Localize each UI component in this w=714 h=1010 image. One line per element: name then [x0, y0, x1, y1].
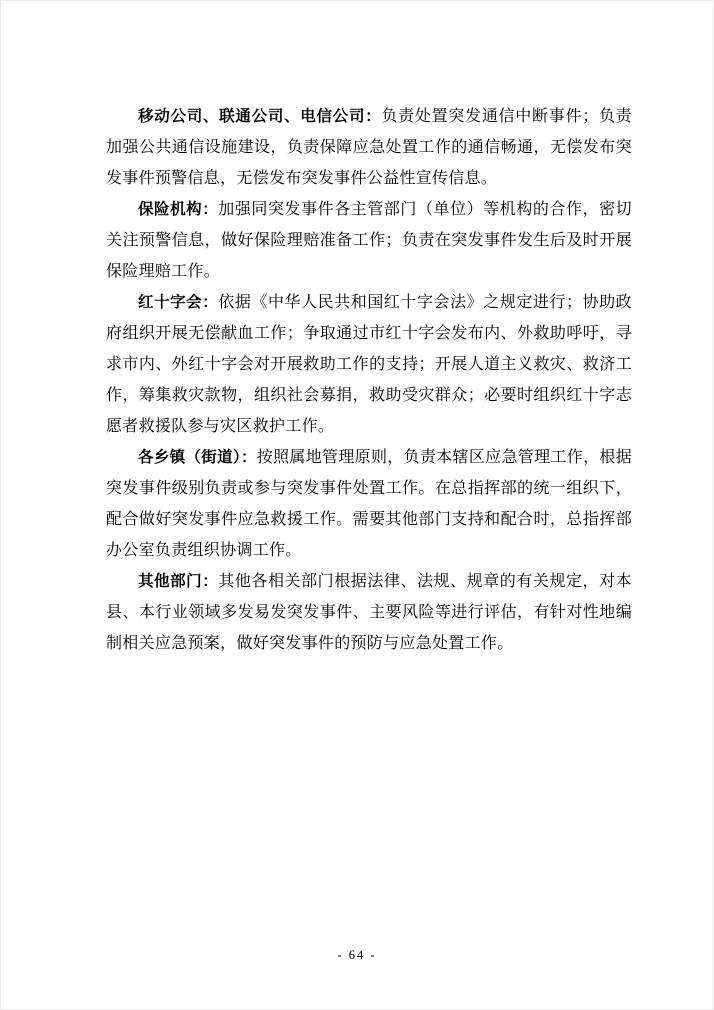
document-body [106, 101, 632, 659]
paragraph-lead: 保险机构： [138, 201, 219, 218]
paragraph-lead: 其他部门： [138, 573, 219, 590]
paragraph [106, 442, 632, 566]
paragraph-body: 负责处置突发通信中断事件；负责加强公共通信设施建设，负责保障应急处置工作的通信畅通，无偿发布突发事件预警信息，无偿发布突发事件公益性宣传信息。 [106, 108, 632, 187]
paragraph-lead: 红十字会： [138, 294, 219, 311]
paragraph-body: 其他各相关部门根据法律、法规、规章的有关规定，对本县、本行业领域多发易发突发事件、主要风险等进行评估，有针对性地编制相关应急预案，做好突发事件的预防与应急处置工作。 [106, 573, 632, 652]
paragraph [106, 287, 632, 442]
paragraph [106, 101, 632, 194]
paragraph-lead: 移动公司、联通公司、电信公司： [138, 108, 382, 125]
paragraph-lead: 各乡镇（街道）： [138, 449, 257, 466]
paragraph-body: 按照属地管理原则，负责本辖区应急管理工作，根据突发事件级别负责或参与突发事件处置工作。在总指挥部的统一组织下，配合做好突发事件应急救援工作。需要其他部门支持和配合时，总指挥部办公室负责组织协调工作。 [106, 449, 633, 559]
paragraph [106, 194, 632, 287]
paragraph-body: 加强同突发事件各主管部门（单位）等机构的合作，密切关注预警信息，做好保险理赔准备工作；负责在突发事件发生后及时开展保险理赔工作。 [106, 201, 632, 280]
paragraph [106, 566, 632, 659]
page-number: - 64 - [337, 948, 377, 962]
paragraph-body: 依据《中华人民共和国红十字会法》之规定进行；协助政府组织开展无偿献血工作；争取通过市红十字会发布内、外救助呼吁，寻求市内、外红十字会对开展救助工作的支持；开展人道主义救灾、救济工作，筹集救灾款物，组织社会募捐，救助受灾群众；必要时组织红十字志愿者救援队参与灾区救护工作。 [106, 294, 632, 435]
